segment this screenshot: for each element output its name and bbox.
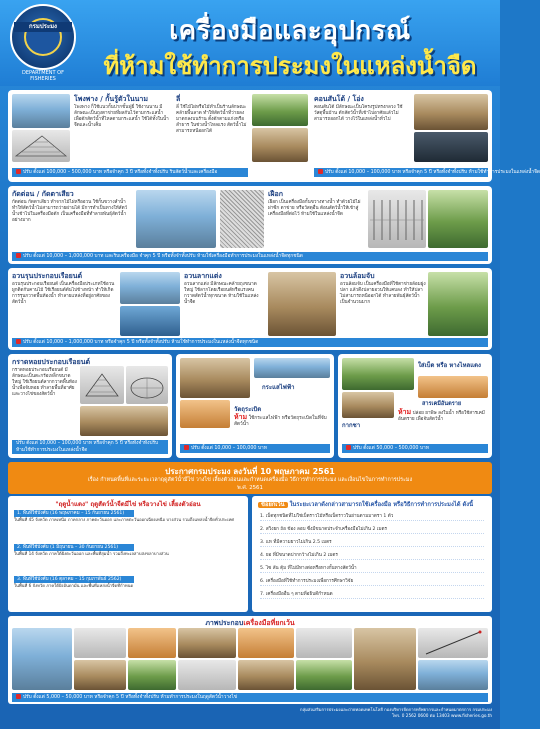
- photo-exempt-4: [128, 628, 176, 658]
- season-row-bar: 3. พื้นที่ใช้บังคับ (16 ตุลาคม – 15 กุมภาพันธ์ 2562): [14, 576, 134, 583]
- p11-warning: [398, 410, 488, 422]
- photo-dredge-3: [80, 406, 168, 436]
- footer: [8, 707, 492, 725]
- logo-label: กรมประมง: [14, 22, 72, 32]
- basket-sketch-icon: [126, 366, 168, 404]
- title-line2: ที่ห้ามใช้ทำการประมงในแหล่งน้ำจืด: [103, 52, 477, 80]
- exception-item: 7. เครื่องมืออื่น ๆ ตามที่อธิบดีกำหนด: [260, 592, 484, 599]
- photo-auanrun-1: [120, 272, 180, 304]
- exempt-gear-title: ภาพประกอบเครื่องมือที่ยกเว้น: [205, 619, 295, 627]
- photo-pongpang-1: [12, 94, 70, 128]
- photo-auanlom: [428, 272, 488, 336]
- department-logo: [10, 4, 76, 80]
- spawning-season-heading: "ฤดูน้ำแดง" ฤดูสัตว์น้ำจืดมีไข่ หรือวางไข่ เลี้ยงตัวอ่อน: [55, 501, 201, 508]
- p10-penalty: ปรับ ตั้งแต่ 10,000 – 100,000 บาท: [180, 444, 330, 453]
- warning-icon: [16, 694, 21, 699]
- exceptions-tag: ข้อยกเว้น: [258, 502, 288, 508]
- row1-panel: [8, 90, 540, 182]
- p8-text: อวนล้อมจับ เป็นเครื่องมือที่ใช้ตาข่ายล้อมฝูงปลา แล้วดึงปลายอวนให้แคบลง ทำให้ปลาไม่สามารถหนีออกได้ ทำลายพันธุ์สัตว์น้ำเป็นจำนวนมาก: [340, 282, 426, 305]
- photo-li-2: [252, 128, 308, 162]
- p8-title: อวนล้อมจับ: [340, 272, 375, 280]
- law-year: พ.ศ. 2561: [237, 485, 263, 491]
- p7-body: [184, 271, 264, 306]
- season-row-bar: 2. พื้นที่ใช้บังคับ (1 มิถุนายน – 30 กันยายน 2561): [14, 544, 134, 551]
- photo-pongpang-2: [12, 130, 70, 162]
- photo-exempt-3: [74, 660, 126, 690]
- p9-panel: [8, 354, 172, 458]
- photo-teaseed: [342, 392, 394, 418]
- label-explosive: วัตถุระเบิด: [234, 406, 262, 413]
- photo-auanlak: [268, 272, 336, 336]
- photo-electric-1: [180, 358, 250, 398]
- exceptions-heading: [258, 499, 486, 509]
- row2-panel: [8, 186, 492, 264]
- season-row-text: ในพื้นที่ 6 จังหวัด ภาคใต้ฝั่งอันดามัน และพื้นที่แหล่งน้ำจืดที่กำหนด: [14, 583, 134, 588]
- photo-katton: [136, 190, 216, 248]
- warning-icon: [318, 169, 323, 174]
- season-row-text: ในพื้นที่ 14 จังหวัด ภาคใต้ฝั่งตะวันออก และพื้นที่ลุ่มน้ำ รวมถึงทะเลสาบสงขลาบางส่วน: [14, 551, 169, 556]
- p7-text: อวนลากแต่ง มีลักษณะคล้ายถุงขนาดใหญ่ ใช้ลากโดยเรือยนต์หรือแรงคน กวาดสัตว์น้ำทุกขนาด ห้ามใช้ในแหล่งน้ำจืด: [184, 282, 259, 305]
- law-title: ประกาศกรมประมง ลงวันที่ 10 พฤษภาคม 2561: [165, 467, 335, 476]
- p1-body: [74, 94, 170, 129]
- exception-item: 3. แห ที่มีความยาวไม่เกิน 2.5 เมตร: [260, 540, 484, 547]
- photo-net: [220, 190, 264, 248]
- exception-item: 1. เบ็ดทุกชนิดที่ไม่ใช่เบ็ดราวไม้หรือเบ็ดราวในย่านตามมาตรา 1 ตัว: [260, 514, 484, 521]
- photo-explosive: [180, 400, 230, 428]
- photo-exempt-6: [178, 628, 236, 658]
- p10-warning: [234, 414, 330, 428]
- photo-exempt-11: [296, 660, 352, 690]
- label-chemical: สารเคมีอันตราย: [422, 401, 462, 407]
- warning-icon: [16, 169, 21, 174]
- p2-title: ลี่: [176, 95, 181, 103]
- photo-exempt-2: [74, 628, 126, 658]
- label-poison: ใส่เบ็ด หรือ หางไหลแดง: [418, 362, 481, 369]
- photo-dredge-2: [126, 366, 168, 404]
- label-teaseed: กากชา: [342, 422, 361, 429]
- photo-konsanto-2: [414, 132, 488, 162]
- exception-item: 2. สวิงยก ถ้อ ข้อง ลอบ ซึ่งมีขนาดประจำเครื่องมือไม่เกิน 2 เมตร: [260, 527, 484, 534]
- p5-body: [268, 189, 364, 218]
- p678-penalty: ปรับ ตั้งแต่ 10,000 – 1,000,000 บาท หรือจำคุก 5 ปี หรือทั้งจำทั้งปรับ ห้ามใช้ทำการประมงในแหล่งน้ำจืดทุกชนิด: [12, 338, 488, 347]
- rod-sketch-icon: [418, 628, 488, 658]
- p5-title: เฝือก: [268, 190, 283, 198]
- exempt-gear-panel: [8, 616, 492, 704]
- header: [0, 0, 500, 86]
- warning-icon: [346, 445, 351, 450]
- label-electric: กระแสไฟฟ้า: [262, 384, 295, 391]
- p6-title: อวนรุนประกอบเรือยนต์: [12, 272, 83, 280]
- warn-word: ห้าม: [234, 413, 248, 421]
- p9-text: กราดหอยประกอบเรือยนต์ มีลักษณะเป็นตะกร้อเหล็กขนาดใหญ่ ใช้เรือยนต์ลากกวาดพื้นท้องน้ำเพื่อจับหอย ทำลายพื้นที่อาศัยและวางไข่ของสัตว์น้ำ: [12, 368, 77, 397]
- p11-penalty: ปรับ ตั้งแต่ 50,000 – 500,000 บาท: [342, 444, 488, 453]
- logo-sub: DEPARTMENT OF FISHERIES: [22, 70, 64, 82]
- season-row-bar: 1. พื้นที่ใช้บังคับ (16 พฤษภาคม – 15 กันยายน 2561): [14, 510, 134, 517]
- fence-sketch-icon: [368, 190, 426, 248]
- footer-line1: กลุ่มส่งเสริมการประมงและถ่ายทอดเทคโนโลยี กองบริหารจัดการทรัพยากรและกำหนดมาตรการ กรมประมง: [300, 707, 492, 712]
- photo-exempt-13: [418, 628, 488, 658]
- photo-exempt-1: [12, 628, 72, 690]
- photo-li-1: [252, 94, 308, 126]
- p1-text: โพงพาง ก็ใช้แนวกั้นปากขั้นฟู่ยี่ ใช้งานนาน มีลักษณะเป็นถุงตาข่ายที่ผลกันไว้ตามกระแสน้ำ เพื่อดักสัตว์น้ำที่ไหลตามกระแสน้ำ ใช้ได้ทั้งในน้ำจืดและน้ำเค็ม: [74, 105, 169, 128]
- photo-exempt-10: [296, 628, 352, 658]
- p3-text: คอนสันโต้ มีลักษณะเป็นโครงรูปทรงกลวง ใช้วัสดุพื้นบ้าน ดักสัตว์น้ำที่เข้าไปอาศัยแล้วไม่สามารถออกได้ วางไว้ในแหล่งน้ำทั่วไป: [314, 105, 403, 122]
- footer-line2: โทร. 0 2562 0600 ต่อ 13403 www.fisheries.go.th: [391, 712, 492, 718]
- p1-penalty: ปรับ ตั้งแต่ 100,000 – 500,000 บาท หรือจำคุก 3 ปี หรือทั้งจำทั้งปรับ ริบสัตว์น้ำและเครื่องมือ: [12, 168, 248, 177]
- photo-dredge-1: [80, 366, 124, 404]
- p9-title: กราดหอยประกอบเรือยนต์: [12, 358, 91, 366]
- net-sketch-icon: [12, 130, 70, 162]
- photo-poison-1: [342, 358, 414, 390]
- photo-exempt-8: [238, 628, 294, 658]
- photo-chemical: [418, 376, 488, 398]
- p6-text: อวนรุนประกอบเรือยนต์ เป็นเครื่องมือประเภทใช้อวนผูกติดกับคานไม้ ใช้เรือยนต์ดันไปข้างหน้า ทำให้เกิดการรุนกวาดพื้นท้องน้ำ ทำลายแหล่งที่อยู่อาศัยของสัตว์น้ำ: [12, 282, 115, 305]
- warn-word: ห้าม: [398, 408, 412, 416]
- season-row: [14, 510, 242, 522]
- title-line1: เครื่องมือและอุปกรณ์: [169, 16, 411, 46]
- p3-title: คอนสันโต้ / โอ่ง: [314, 95, 364, 103]
- exception-item: 4. ยอ ที่มีขนาดปากกว้างไม่เกิน 2 เมตร: [260, 553, 484, 560]
- photo-exempt-5: [128, 660, 176, 690]
- p11-panel: [338, 354, 492, 458]
- exceptions-heading-text: ในระยะเวลาดังกล่าวสามารถใช้เครื่องมือ หรือวิธีการทำการประมงได้ ดังนี้: [289, 502, 474, 508]
- photo-auanrun-2: [120, 306, 180, 336]
- warning-icon: [16, 253, 21, 258]
- exempt-penalty: ปรับ ตั้งแต่ 5,000 – 50,000 บาท หรือจำคุก 5 ปี หรือทั้งจำทั้งปรับ ห้ามทำการประมงในฤดูสัตว์น้ำวางไข่: [12, 693, 488, 702]
- season-row-text: ในพื้นที่ 45 จังหวัด ภาคเหนือ ภาคกลาง ภาคตะวันออก และภาคตะวันออกเฉียงเหนือ บางส่วน รวมถึงแหล่งน้ำจืดทั่วประเทศ: [14, 517, 235, 522]
- law-banner: [8, 462, 492, 494]
- photo-fueak-1: [368, 190, 426, 248]
- season-row: [14, 576, 242, 588]
- dredge-sketch-icon: [80, 366, 124, 404]
- photo-electric-2: [254, 358, 330, 378]
- exception-item: 5. ไซ ลัน ตุ้ม ที่ไม่มีทางต่อหรือหางกั้นทางสัตว์น้ำ: [260, 566, 484, 573]
- p10-panel: [176, 354, 334, 458]
- p2-text: ลี่ ใช้ไม้ไผ่หรือไม้ทำเป็นร้านลักษณะคล้ายพื้นลาด ทำให้สัตว์น้ำที่ว่ายลงมาตกลงบนร้าน ตั้งดักตามแก่งหรือลำธาร ในช่วงน้ำไหลแรง สัตว์น้ำไม่สามารถหนีออกได้: [176, 105, 247, 134]
- season-row: [14, 544, 242, 556]
- p1-title: โพงพาง / กั้นรู้ตัวในนาม: [74, 95, 148, 103]
- warning-icon: [184, 445, 189, 450]
- spawning-season-panel: [8, 496, 248, 612]
- photo-exempt-12: [354, 628, 416, 690]
- p5-text: เฝือก เป็นเครื่องมือกั้นขวางทางน้ำ ทำด้วยไม้ไผ่ผ่าซีก ตาข่าย หรือวัสดุอื่น ต้อนสัตว์น้ำให้เข้าสู่เครื่องมือที่ต่อไว้ ห้ามใช้ในแหล่งน้ำจืด: [268, 200, 361, 217]
- exceptions-panel: [252, 496, 492, 612]
- p3-body: [314, 94, 410, 123]
- p4-body: [12, 189, 132, 224]
- photo-exempt-14: [418, 660, 488, 690]
- photo-exempt-7: [178, 660, 236, 690]
- warn-text: ใช้กระแสไฟฟ้า หรือวัตถุระเบิดในที่จับสัตว์น้ำ: [234, 416, 327, 427]
- p4-title: กัดต่อน / กัดตาเสียว: [12, 190, 74, 198]
- p3-penalty: ปรับ ตั้งแต่ 10,000 – 100,000 บาท หรือจำคุก 5 ปี หรือทั้งจำทั้งปรับ ห้ามใช้ทำการประมงในแหล่งน้ำจืด: [314, 168, 488, 177]
- photo-fueak-2: [428, 190, 488, 248]
- warning-icon: [16, 339, 21, 344]
- warn-text: ปล่อย ยาพิษ ลงในน้ำ หรือใช้สารเคมีอันตราย เพื่อจับสัตว์น้ำ: [398, 411, 485, 422]
- p4-text: กัดต่อน กัดตาเสียว ทำจากไม้ไผ่หรืออวน ใช้กั้นขวางลำน้ำ ทำให้สัตว์น้ำไม่สามารถว่ายผ่านได้ มีการทำเป็นทางให้สัตว์น้ำเข้าไปในเครื่องมือดัก เป็นเครื่องมือที่ทำลายพันธุ์สัตว์น้ำอย่างมาก: [12, 200, 128, 223]
- photo-exempt-9: [238, 660, 294, 690]
- p7-title: อวนลากแต่ง: [184, 272, 222, 280]
- row3-panel: [8, 268, 492, 350]
- p2-body: [176, 94, 248, 135]
- p9-penalty: ปรับ ตั้งแต่ 10,000 – 100,000 บาท หรือจำคุก 5 ปี หรือทั้งจำทั้งปรับ ห้ามใช้ทำการประมงในแหล่งน้ำจืด: [12, 440, 168, 454]
- p45-penalty: ปรับ ตั้งแต่ 10,000 – 1,000,000 บาท และริบเครื่องมือ จำคุก 5 ปี หรือทั้งจำทั้งปรับ ห้ามใช้เครื่องมือทำการประมงในแหล่งน้ำจืดทุกชนิด: [12, 252, 488, 261]
- p8-body: [340, 271, 426, 306]
- p6-body: [12, 271, 116, 306]
- photo-konsanto-1: [414, 94, 488, 130]
- law-subtitle: เรื่อง กำหนดพื้นที่และระยะเวลาฤดูสัตว์น้ำมีไข่ วางไข่ เลี้ยงตัวอ่อนและกำหนดเครื่องมือ วิธีการทำการประมง และเงื่อนไขในการทำการประมง: [87, 477, 413, 483]
- exception-item: 6. เครื่องมือที่ใช้ทำการประมงเพื่อการศึกษาวิจัย: [260, 579, 484, 586]
